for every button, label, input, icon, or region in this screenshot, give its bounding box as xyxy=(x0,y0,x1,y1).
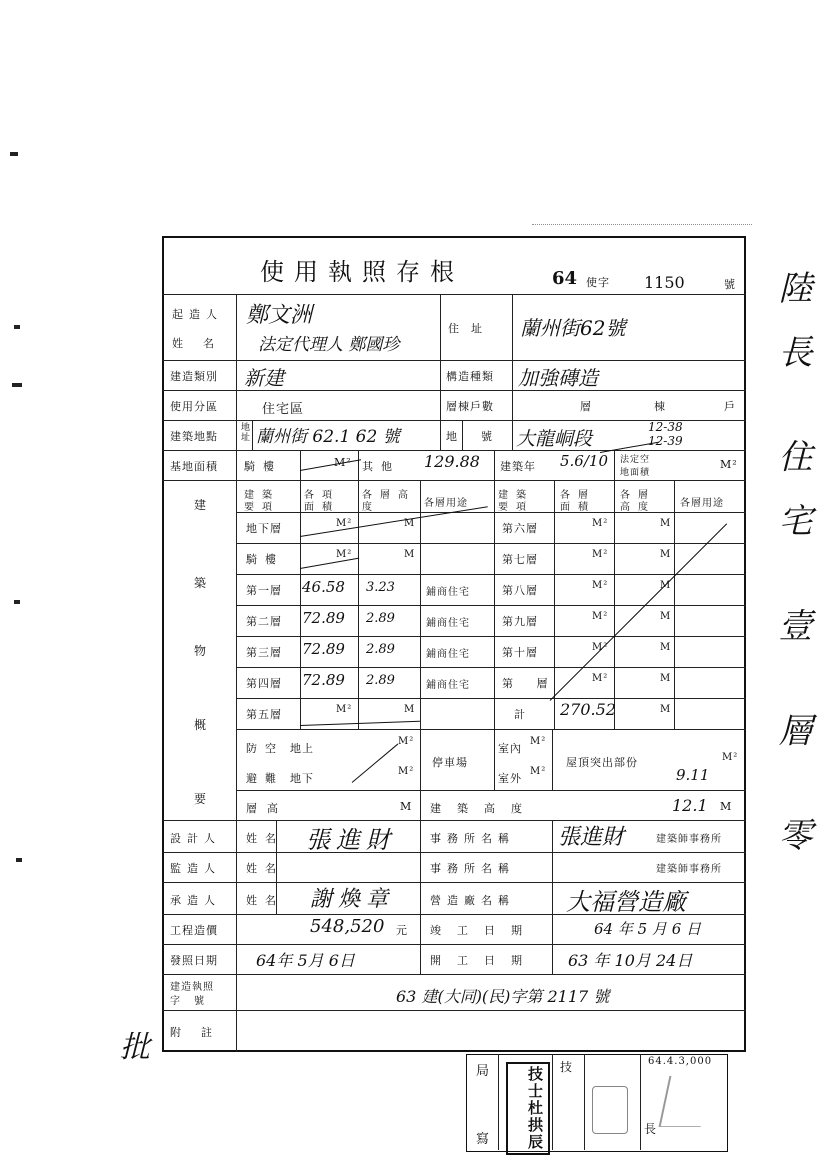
print-info: 64.4.3,000 xyxy=(648,1056,713,1067)
supervisor-office-label: 事務所名稱 xyxy=(430,862,515,875)
floor-name: 第二層 xyxy=(246,615,282,628)
height-unit: M xyxy=(660,642,672,653)
lot-sublabel: 地號 xyxy=(446,430,516,443)
building-height-value: 12.1 xyxy=(672,796,708,815)
designer-name: 張進財 xyxy=(306,826,396,854)
structure-value: 加強磚造 xyxy=(518,366,598,390)
floor-name: 第四層 xyxy=(246,677,282,690)
stamp-label-b: 寫 xyxy=(476,1132,491,1147)
height-unit: M xyxy=(404,549,416,560)
finish-date-label: 竣工日期 xyxy=(430,924,538,937)
air-raid-label: 防空 xyxy=(246,742,284,755)
area-unit: M² xyxy=(398,766,415,777)
floors-label: 層棟戶數 xyxy=(446,400,494,413)
below-ground-label: 地下 xyxy=(290,772,314,785)
build-type-label: 建造類別 xyxy=(170,370,218,383)
height-unit: M xyxy=(660,549,672,560)
height-unit: M xyxy=(660,704,672,715)
doc-number-suffix: 號 xyxy=(724,278,736,291)
site-address-sublabel: 地址 xyxy=(239,422,249,442)
floor-name: 第十層 xyxy=(502,646,538,659)
height-unit: M xyxy=(660,580,672,591)
floor-name: 第八層 xyxy=(502,584,538,597)
margin-note-right: 陸長 住宅 壹 層 零 xyxy=(772,270,812,882)
designer-office: 張進財 xyxy=(558,825,625,850)
binding-hole-mark xyxy=(10,152,18,156)
roof-label: 屋頂突出部份 xyxy=(566,756,638,769)
area-unit: M² xyxy=(336,549,353,560)
page-title: 使用執照存根 xyxy=(260,258,464,286)
summary-header: 建築要項 xyxy=(498,490,534,513)
area-unit: M² xyxy=(592,549,609,560)
start-date-value: 63 年 10月 24日 xyxy=(568,951,693,970)
summary-header: 各項面積 xyxy=(304,490,340,513)
area-unit: M² xyxy=(336,704,353,715)
contractor-firm-label: 營造廠名稱 xyxy=(430,894,515,907)
site-area-label: 基地面積 xyxy=(170,460,218,473)
start-date-label: 開工日期 xyxy=(430,954,538,967)
zone-label: 使用分區 xyxy=(170,400,218,413)
binding-hole-mark xyxy=(16,858,22,862)
chief-seal: 技士杜拱辰 xyxy=(506,1062,550,1155)
designer-label: 設計人 xyxy=(170,832,221,845)
floor-height-value: 3.23 xyxy=(366,580,395,595)
floors-unit-household: 戶 xyxy=(724,400,736,413)
floor-area-value: 72.89 xyxy=(302,609,345,627)
summary-side-char: 要 xyxy=(194,792,208,806)
total-value: 270.52 xyxy=(560,700,616,719)
floor-name: 地下層 xyxy=(246,522,282,535)
summary-side-char: 物 xyxy=(194,644,208,658)
issue-date-value: 64年 5月 6日 xyxy=(256,951,355,970)
floors-unit-floor: 層 xyxy=(580,400,592,413)
doc-number-word: 使字 xyxy=(586,276,610,289)
supervisor-office-suffix: 建築師事務所 xyxy=(656,864,722,875)
legal-space-label-2: 地面積 xyxy=(620,468,651,478)
indoor-label: 室內 xyxy=(498,742,522,755)
applicant-representative: 法定代理人 鄭國珍 xyxy=(258,335,400,355)
permit-label-1: 建造執照 xyxy=(170,982,214,993)
height-unit: M xyxy=(404,704,416,715)
binding-hole-mark xyxy=(14,325,20,329)
contractor-label: 承造人 xyxy=(170,894,221,907)
floor-name: 第五層 xyxy=(246,708,282,721)
total-label: 計 xyxy=(514,708,526,721)
floor-name: 第 層 xyxy=(502,677,558,690)
area-unit: M² xyxy=(530,736,547,747)
applicant-label: 起造人 xyxy=(172,308,223,321)
stamp-label-c: 技 xyxy=(560,1060,574,1074)
finish-date-value: 64 年 5 月 6 日 xyxy=(594,920,702,938)
binding-hole-mark xyxy=(14,600,20,604)
height-unit: M xyxy=(660,673,672,684)
floor-height-label: 層高 xyxy=(246,802,288,815)
faded-stamp xyxy=(532,190,752,225)
cost-value: 548,520 xyxy=(310,916,385,937)
signature-seal xyxy=(592,1086,628,1134)
roof-value: 9.11 xyxy=(676,766,710,784)
building-height-label: 建築高度 xyxy=(430,802,538,815)
contractor-firm: 大福營造廠 xyxy=(566,888,686,916)
doc-number-prefix: 64 xyxy=(552,268,578,289)
stamp-label-d: 長 xyxy=(644,1122,658,1136)
floor-name: 第七層 xyxy=(502,553,538,566)
legal-space-label-1: 法定空 xyxy=(620,455,651,465)
floor-name: 第九層 xyxy=(502,615,538,628)
floor-use-value: 鋪商住宅 xyxy=(426,649,470,660)
summary-header: 各層面積 xyxy=(560,490,596,513)
area-unit: M² xyxy=(592,673,609,684)
height-unit: M xyxy=(660,518,672,529)
area-unit: M² xyxy=(398,736,415,747)
floor-name: 第三層 xyxy=(246,646,282,659)
height-unit: M xyxy=(660,611,672,622)
floor-height-unit: M xyxy=(400,800,413,813)
floor-height-value: 2.89 xyxy=(366,673,395,688)
lot-value: 大龍峒段 xyxy=(516,428,593,450)
build-year-label: 建築年 xyxy=(500,460,536,473)
summary-header: 各層用途 xyxy=(680,498,724,509)
above-ground-label: 地上 xyxy=(290,742,314,755)
summary-side-char: 概 xyxy=(194,718,208,732)
summary-header: 各層高度 xyxy=(620,490,656,513)
contractor-name-label: 姓名 xyxy=(246,894,284,907)
build-type-value: 新建 xyxy=(244,366,284,390)
contractor-name: 謝煥章 xyxy=(310,887,395,912)
summary-header: 建築要項 xyxy=(244,490,280,513)
floor-use-value: 鋪商住宅 xyxy=(426,587,470,598)
site-label: 建築地點 xyxy=(170,430,218,443)
floor-name: 第一層 xyxy=(246,584,282,597)
area-unit: M² xyxy=(530,766,547,777)
building-height-unit: M xyxy=(720,800,733,813)
permit-value: 63 建(大同)(民)字第 2117 號 xyxy=(396,987,610,1006)
other-area-value: 129.88 xyxy=(424,452,480,471)
lot-number-1: 12-38 xyxy=(648,420,683,434)
floor-use-value: 鋪商住宅 xyxy=(426,618,470,629)
outdoor-label: 室外 xyxy=(498,772,522,785)
cost-label: 工程造價 xyxy=(170,924,218,937)
area-unit: M² xyxy=(722,752,739,763)
applicant-name: 鄭文洲 xyxy=(246,303,313,328)
designer-office-suffix: 建築師事務所 xyxy=(656,834,722,845)
cost-unit: 元 xyxy=(396,924,408,937)
floor-area-value: 46.58 xyxy=(302,578,345,596)
other-area-label: 其他 xyxy=(362,460,400,473)
summary-side-char: 築 xyxy=(194,576,208,590)
height-unit: M xyxy=(404,518,416,529)
issue-date-label: 發照日期 xyxy=(170,954,218,967)
floor-name: 第六層 xyxy=(502,522,538,535)
note-label: 附註 xyxy=(170,1026,232,1039)
zone-value: 住宅區 xyxy=(262,402,305,417)
floor-use-value: 鋪商住宅 xyxy=(426,680,470,691)
stamp-label-a: 局 xyxy=(476,1064,491,1079)
area-unit: M² xyxy=(592,642,609,653)
designer-office-label: 事務所名稱 xyxy=(430,832,515,845)
structure-label: 構造種類 xyxy=(446,370,494,383)
floors-unit-building: 棟 xyxy=(654,400,666,413)
summary-side-char: 建 xyxy=(194,498,208,512)
margin-note-left: 批 xyxy=(120,1030,150,1065)
floor-area-value: 72.89 xyxy=(302,671,345,689)
site-address-value: 蘭州街 62.1 62 號 xyxy=(256,427,400,447)
floor-height-value: 2.89 xyxy=(366,642,395,657)
parking-label: 停車場 xyxy=(432,756,468,769)
build-year-value: 5.6/10 xyxy=(560,452,608,470)
supervisor-label: 監造人 xyxy=(170,862,221,875)
designer-name-label: 姓名 xyxy=(246,832,284,845)
applicant-address: 蘭州街62號 xyxy=(520,316,626,340)
area-unit: M² xyxy=(592,580,609,591)
floor-height-value: 2.89 xyxy=(366,611,395,626)
area-unit: M² xyxy=(592,611,609,622)
supervisor-name-label: 姓名 xyxy=(246,862,284,875)
area-unit: M² xyxy=(592,518,609,529)
address-label: 住址 xyxy=(448,322,494,335)
arcade-unit: M² xyxy=(334,456,352,469)
floor-name: 騎樓 xyxy=(246,553,284,566)
area-unit: M² xyxy=(336,518,353,529)
doc-number-value: 1150 xyxy=(644,273,685,292)
summary-header: 各層高度 xyxy=(362,490,416,513)
permit-label-2: 字號 xyxy=(170,996,218,1007)
applicant-name-label: 姓名 xyxy=(172,337,234,350)
lot-number-2: 12-39 xyxy=(648,434,683,448)
binding-hole-mark xyxy=(12,383,22,387)
legal-space-unit: M² xyxy=(720,458,738,471)
floor-area-value: 72.89 xyxy=(302,640,345,658)
summary-header: 各層用途 xyxy=(424,498,468,509)
shelter-label: 避難 xyxy=(246,772,284,785)
arcade-label: 騎樓 xyxy=(244,460,282,473)
